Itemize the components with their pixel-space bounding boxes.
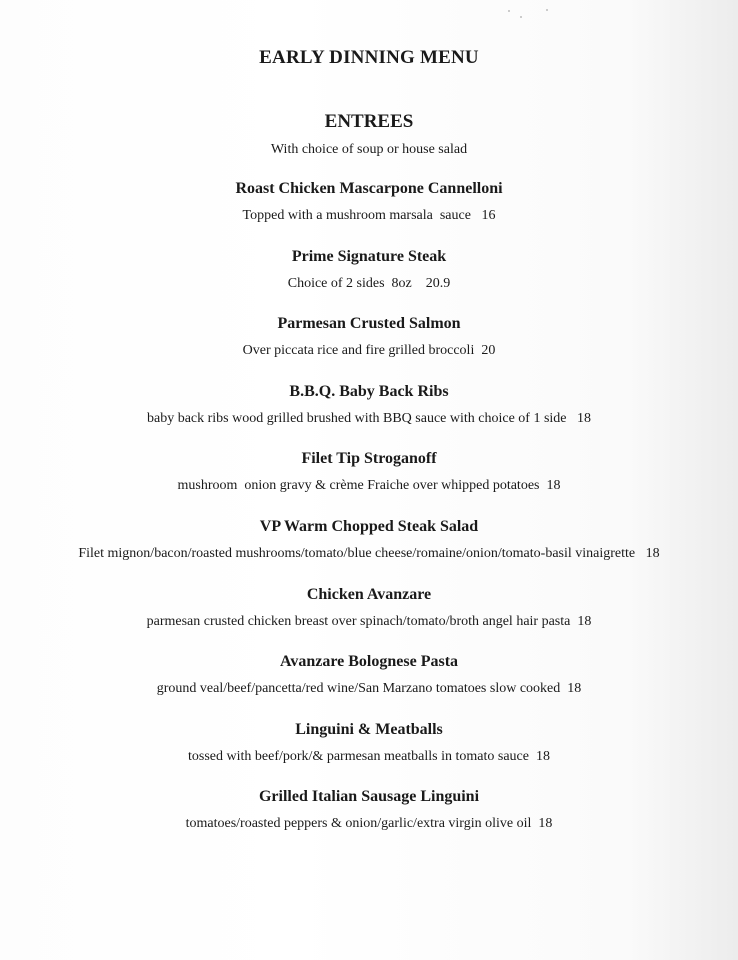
menu-item	[0, 516, 738, 584]
menu-item	[0, 381, 738, 449]
menu-item-name: Avanzare Bolognese Pasta	[279, 653, 459, 671]
menu-item-name: Roast Chicken Mascarpone Cannelloni	[235, 180, 503, 197]
menu-item	[0, 786, 738, 854]
menu-item	[0, 313, 738, 381]
menu-item	[0, 448, 738, 516]
menu-item	[0, 246, 738, 314]
section-title: ENTREES	[324, 111, 414, 132]
menu-item-description: Topped with a mushroom marsala sauce 16	[242, 208, 496, 223]
section-subtitle: With choice of soup or house salad	[270, 142, 468, 157]
menu-item-description: ground veal/beef/pancetta/red wine/San Marzano tomatoes slow cooked 18	[156, 681, 582, 697]
menu-title: EARLY DINNING MENU	[259, 47, 479, 68]
menu-item-name: Prime Signature Steak	[291, 247, 447, 265]
menu-item-description: mushroom onion gravy & crème Fraiche over whipped potatoes 18	[177, 478, 561, 494]
menu-item	[0, 651, 738, 719]
menu-item-description: baby back ribs wood grilled brushed with BBQ sauce with choice of 1 side 18	[146, 410, 592, 426]
menu-item-name: Grilled Italian Sausage Linguini	[258, 788, 480, 806]
menu-item-name: Parmesan Crusted Salmon	[277, 315, 461, 333]
menu-item-description: Choice of 2 sides 8oz 20.9	[287, 275, 451, 291]
menu-item-description: parmesan crusted chicken breast over spinach/tomato/broth angel hair pasta 18	[146, 613, 592, 629]
menu-item	[0, 719, 738, 787]
menu-item-description: Filet mignon/bacon/roasted mushrooms/tomato/blue cheese/romaine/onion/tomato-basil vinaigrette 18	[78, 545, 660, 561]
menu-item	[0, 584, 738, 652]
menu-item-description: tossed with beef/pork/& parmesan meatballs in tomato sauce 18	[188, 748, 550, 764]
menu-item	[0, 178, 738, 246]
menu-item-name: VP Warm Chopped Steak Salad	[259, 517, 479, 535]
menu-item-description: tomatoes/roasted peppers & onion/garlic/extra virgin olive oil 18	[185, 816, 553, 832]
paper-speck	[508, 10, 510, 12]
menu-item-name: B.B.Q. Baby Back Ribs	[289, 382, 449, 400]
paper-speck	[520, 16, 522, 18]
menu-items-list	[0, 178, 738, 854]
menu-item-name: Filet Tip Stroganoff	[301, 450, 437, 468]
paper-speck	[546, 9, 548, 11]
menu-item-name: Chicken Avanzare	[306, 585, 432, 603]
menu-item-description: Over piccata rice and fire grilled broccoli 20	[242, 343, 496, 359]
menu-item-name: Linguini & Meatballs	[295, 720, 443, 738]
